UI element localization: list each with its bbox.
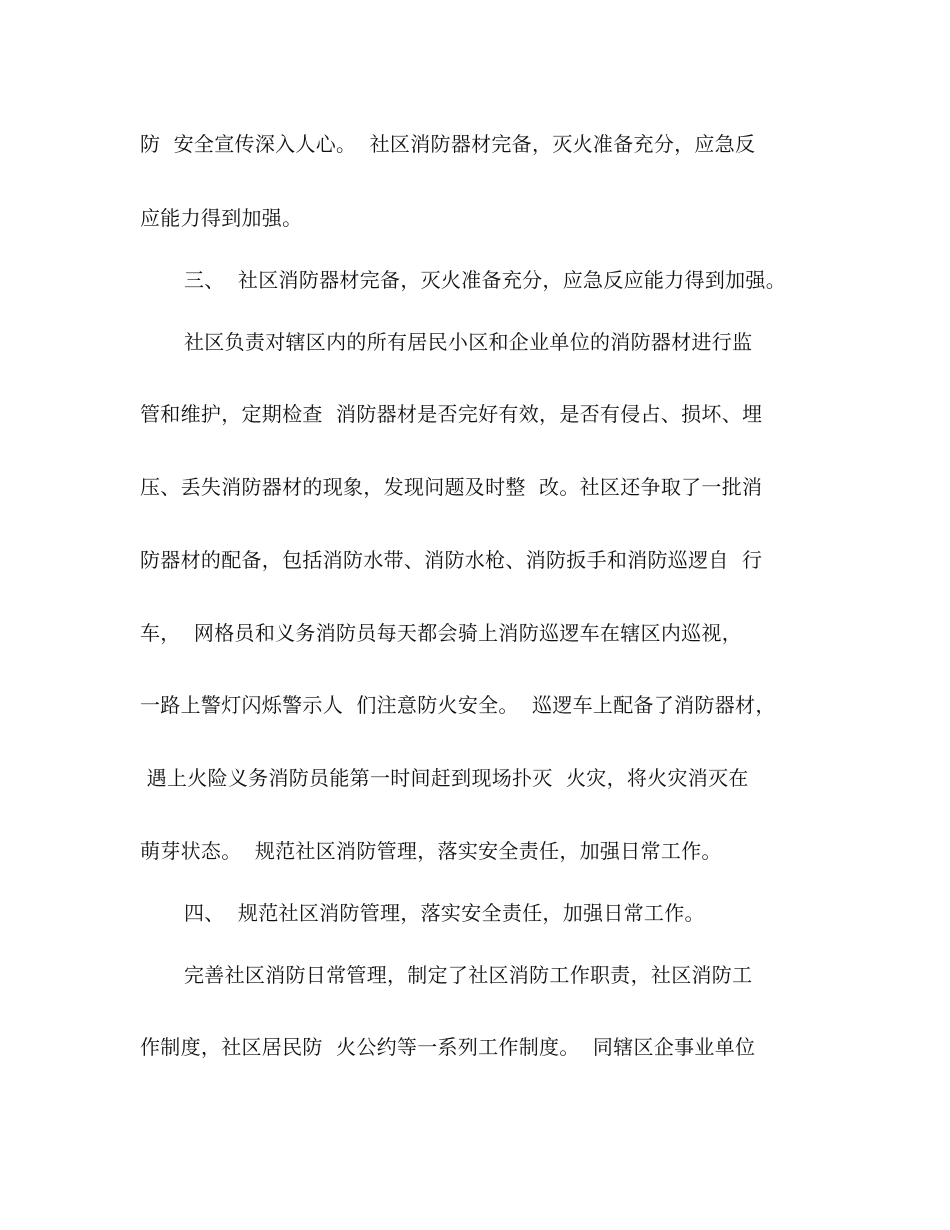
text-line-11: 萌芽状态。 规范社区消防管理，落实安全责任，加强日常工作。 [140,839,722,863]
text-line-8: 车， 网格员和义务消防员每天都会骑上消防巡逻车在辖区内巡视， [140,621,743,645]
text-line-2: 应能力得到加强。 [140,206,303,230]
text-line-7: 防器材的配备，包括消防水带、消防水枪、消防扳手和消防巡逻自 行 [140,548,763,572]
text-line-10: 遇上火险义务消防员能第一时间赶到现场扑灭 火灾，将火灾消灭在 [140,766,749,790]
text-line-1: 防 安全宣传深入人心。 社区消防器材完备，灭火准备充分，应急反 [140,132,756,156]
paragraph-start-line: 社区负责对辖区内的所有居民小区和企业单位的消防器材进行监 [184,330,753,354]
paragraph-start-line-2: 完善社区消防日常管理，制定了社区消防工作职责，社区消防工 [184,963,753,987]
text-line-5: 管和维护，定期检查 消防器材是否完好有效，是否有侵占、损坏、埋 [140,402,763,426]
text-line-9: 一路上警灯闪烁警示人 们注意防火安全。 巡逻车上配备了消防器材， [140,693,776,717]
section-heading-3: 三、 社区消防器材完备，灭火准备充分，应急反应能力得到加强。 [184,268,787,292]
text-line-14: 作制度，社区居民防 火公约等一系列工作制度。 同辖区企事业单位 [140,1035,756,1059]
section-heading-4: 四、 规范社区消防管理，落实安全责任，加强日常工作。 [184,901,705,925]
text-line-6: 压、丢失消防器材的现象，发现问题及时整 改。社区还争取了一批消 [140,475,763,499]
